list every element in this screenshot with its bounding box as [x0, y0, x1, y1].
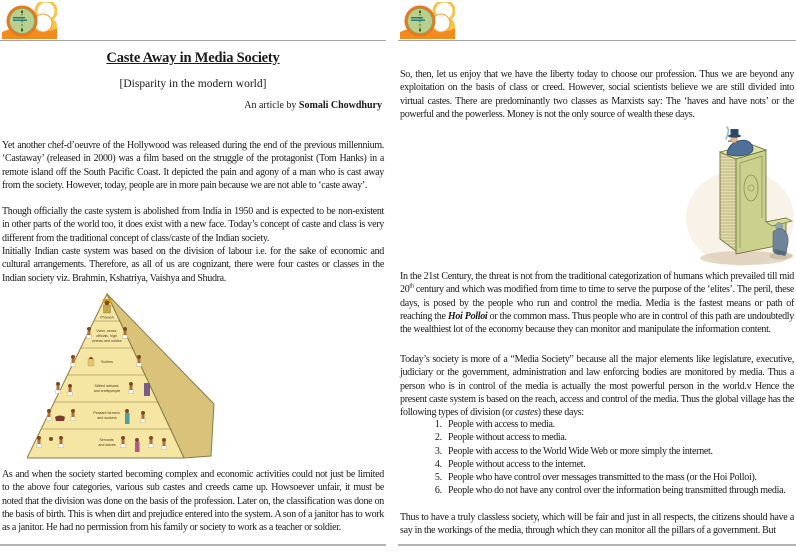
superscript-th: th: [409, 282, 414, 290]
castes-emphasis: castes: [515, 407, 538, 419]
byline: [0, 100, 382, 111]
paragraph-castaway-film: Yet another chef-d’oeuvre of the Hollywood was released during the end of the previous millennium. ‘Castaway’ (released in 2000) was a film based on the struggle of the protagonist (Tom Hanks) in a remote island off the South Pacific Coast. It depicted the pain and agony of a man who is cast away from the society. However, today, people are in more pain because we are not able to ‘caste away’.: [2, 140, 384, 191]
header-rule: [398, 40, 796, 41]
list-item: 6. People who do not have any control over the information being transmitted through media.: [444, 484, 794, 497]
article-subtitle: [Disparity in the modern world]: [119, 78, 267, 90]
tier-label-slaves: Servants and slaves: [98, 438, 116, 447]
publisher-logo-icon: [400, 2, 455, 39]
media-castes-list: [400, 418, 794, 498]
p2-text: century and which was modified from time to time to serve the purpose of the ‘elites’. The peril, these days, is posed by the people who run and control the media. Media is the fastest means or path of reaching the: [400, 284, 794, 322]
rich-man-figure: [726, 127, 753, 156]
article-title: Caste Away in Media Society: [106, 50, 280, 66]
paragraph-classless-society: Thus to have a truly classless society, which will be fair and just in all respects, the citizens should have a say in the workings of the media, through which they can monitor all the pillars of a government. But: [400, 512, 794, 537]
caste-pyramid-illustration: [27, 291, 219, 463]
header-rule: [0, 40, 386, 41]
footer-rule: [398, 544, 796, 546]
byline-author: Somali Chowdhury: [298, 100, 382, 111]
list-item: 5. People who have control over messages transmitted to the mass (or the Hoi Polloi).: [444, 471, 794, 484]
publisher-logo-icon: [2, 2, 57, 39]
paragraph-21st-century: [400, 270, 794, 336]
paragraph-indian-caste-system: Initially Indian caste system was based on the division of labour i.e. for the sake of economic and cultural arrangements. Therefore, as all of us are cognizant, there were four castes or classes in the Indian society viz. Brahmin, Kshatriya, Vaishya and Shudra.: [2, 246, 384, 284]
p2-text: In the 21st Century, the threat is not from the traditional categorization of humans which prevailed till mid 20: [400, 271, 794, 296]
tier-label-artisans: Skilled artisans and craftspeople: [93, 384, 121, 393]
list-item: 1. People with access to media.: [444, 418, 794, 431]
paragraph-media-society: [400, 353, 794, 419]
paragraph-caste-abolished: Though officially the caste system is abolished from India in 1950 and is expected to be non-existent in other parts of the world too, it does exist with a new face. Today’s concept of caste and class is very different from the traditional concept of class/caste of the Indian society.: [2, 206, 384, 244]
list-item: 4. People without access to the internet.: [444, 458, 794, 471]
cigar-smoke-curl: [726, 127, 728, 139]
paragraph-sub-castes: As and when the society started becoming complex and economic activities could not just be limited to the above four categories, various sub castes and creeds came up. Howsoever unfair, it must be noted that the division was done on the basis of the profession. Later on, the classification was done on the basis of birth. This is when dirt and prejudice entered into the system. A son of a janitor has to work as a janitor. He had no permission from his family or society to work as a teacher or soldier.: [2, 469, 384, 534]
tier-label-farmers: Peasant farmers and workers: [93, 411, 120, 420]
tier-label-pharaoh: Pharaoh: [100, 315, 114, 320]
byline-prefix: An article by: [244, 100, 299, 111]
pharaoh-figure: [103, 299, 112, 313]
footer-rule: [0, 544, 386, 546]
list-item: 2. People without access to media.: [444, 431, 794, 444]
page-left: [0, 0, 386, 552]
list-item: 3. People with access to the World Wide Web or more simply the internet.: [444, 445, 794, 458]
hoi-polloi-emphasis: Hoi Polloi: [447, 310, 488, 322]
page-right: [398, 0, 796, 552]
paragraph-liberty: So, then, let us enjoy that we have the liberty today to choose our profession. Thus we are beyond any exploitation on the basis of class or creed. However, social scientists believe we are still divided into virtual castes. There are predominantly two classes as Marxists say: The ‘haves and have nots’ or the powerful and the powerless. Money is not the only source of wealth these days.: [400, 69, 794, 120]
tier-label-scribes: Scribes: [101, 360, 113, 364]
rich-poor-money-stack-illustration: [682, 126, 794, 268]
tier-label-nobles: Vizier, senior officials, high priests and nobles: [92, 329, 122, 343]
p3-text: ) these days:: [537, 407, 584, 419]
p2-text: or the common mass. Thus people who are in control of this path are undoubtedly the wealthiest lot of the economy because they can monitor and manipulate the information content.: [400, 310, 794, 336]
p3-text: Today’s society is more of a “Media Society” because all the major elements like legislature, executive, judiciary or the government, administration and law enforcing bodies are monitored by media. Thus a person who is in control of the media is actually the most powerful person in the world.v Hence the present caste system is based on the reach, access and control of the media. Thus the global village has the following types of division (or: [400, 354, 794, 419]
